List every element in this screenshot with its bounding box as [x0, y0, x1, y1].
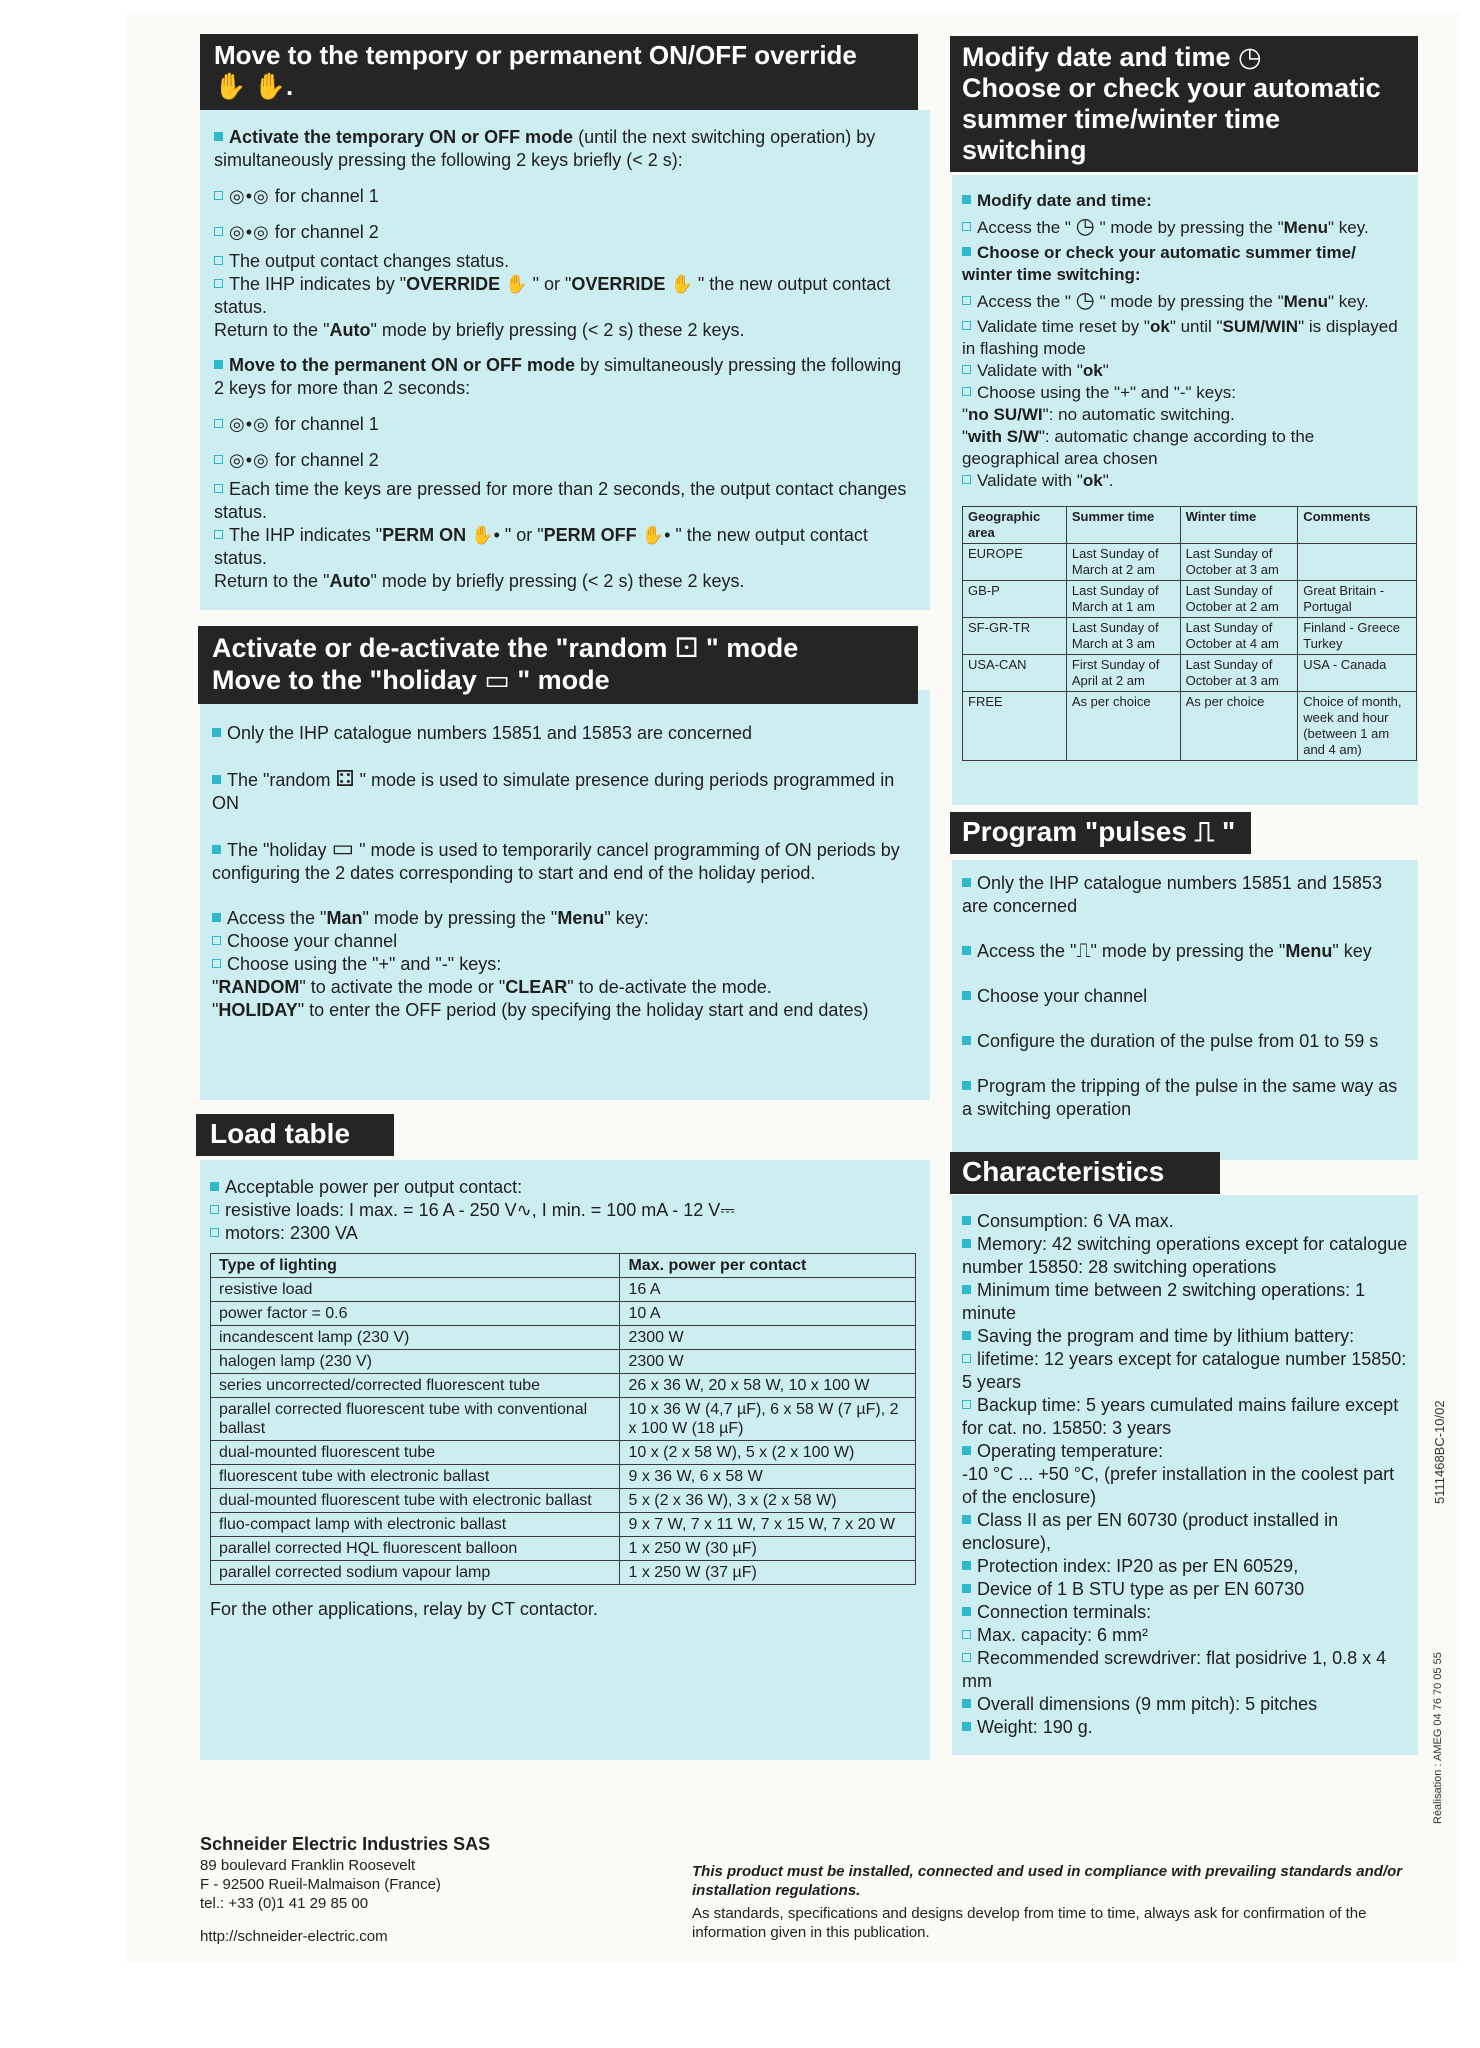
table-row: [963, 544, 1417, 581]
ok-word: ok: [1082, 471, 1103, 490]
perm-channel-2: for channel 2: [269, 450, 379, 470]
sub-bullet-icon: [214, 484, 223, 493]
table-cell: 9 x 7 W, 7 x 11 W, 7 x 15 W, 7 x 20 W: [620, 1513, 916, 1537]
table-cell: fluorescent tube with electronic ballast: [211, 1465, 620, 1489]
bullet-icon: [962, 1081, 971, 1090]
table-cell: USA-CAN: [963, 655, 1067, 692]
sub-bullet-icon: [214, 530, 223, 539]
bullet-icon: [962, 195, 971, 204]
sub-bullet-icon: [210, 1228, 219, 1237]
random-choose-keys: Choose using the "+" and "-" keys:: [227, 954, 502, 974]
sub-bullet-icon: [962, 1630, 971, 1639]
perm-on-word: PERM ON: [382, 525, 467, 545]
choose-access-mid: " mode by pressing the ": [1094, 292, 1284, 311]
table-cell: [1298, 544, 1417, 581]
load-table: [210, 1253, 916, 1585]
validate-reset: Validate time reset by ": [977, 317, 1150, 336]
company-name: Schneider Electric Industries SAS: [200, 1834, 491, 1854]
sub-bullet-icon: [962, 222, 971, 231]
table-row: [211, 1326, 916, 1350]
char-dimensions: Overall dimensions (9 mm pitch): 5 pitches: [977, 1694, 1318, 1714]
char-protection: Protection index: IP20 as per EN 60529,: [977, 1556, 1299, 1576]
bullet-icon: [212, 913, 221, 922]
sub-bullet-icon: [962, 387, 971, 396]
sub-bullet-icon: [962, 1354, 971, 1363]
datetime-header: [950, 36, 1418, 172]
bullet-icon: [962, 1722, 971, 1731]
menu-word: Menu: [1283, 218, 1329, 237]
validate-until: " until ": [1169, 317, 1223, 336]
perm-indicates: The IHP indicates ": [229, 525, 383, 545]
sub-bullet-icon: [214, 279, 223, 288]
table-row: [211, 1489, 916, 1513]
char-screwdriver: Recommended screwdriver: flat posidrive 1, 0.8 x 4 mm: [962, 1648, 1387, 1691]
load-other: For the other applications, relay by CT contactor.: [210, 1599, 598, 1619]
holiday-title: Move to the "holiday ▭ " mode: [212, 665, 610, 695]
menu-word: Menu: [557, 908, 605, 928]
table-row: [211, 1350, 916, 1374]
table-cell: First Sunday of April at 2 am: [1066, 655, 1180, 692]
withsw-desc: ": automatic change according to the geographical area chosen: [962, 427, 1315, 468]
bullet-icon: [962, 1036, 971, 1045]
random-title: Activate or de-activate the "random ⚀ " mode: [212, 633, 799, 663]
sub-bullet-icon: [962, 1400, 971, 1409]
holiday-desc: The "holiday: [227, 840, 332, 860]
pulses-access-mid: " mode by pressing the ": [1090, 941, 1286, 961]
pulses-only: Only the IHP catalogue numbers 15851 and 15853 are concerned: [962, 873, 1382, 916]
table-row: [211, 1374, 916, 1398]
zone-col-winter: Winter time: [1180, 507, 1298, 544]
pulses-channel: Choose your channel: [977, 986, 1148, 1006]
override-word: OVERRIDE: [406, 274, 501, 294]
table-cell: 2300 W: [620, 1350, 916, 1374]
char-saving: Saving the program and time by lithium battery:: [977, 1326, 1355, 1346]
modify-head: Modify date and time:: [977, 191, 1152, 210]
bullet-icon: [962, 1239, 971, 1248]
datetime-title-1: Modify date and time ◷: [962, 42, 1262, 72]
table-row: [963, 692, 1417, 761]
hand-icon: ✋•: [636, 525, 671, 545]
zone-col-summer: Summer time: [1066, 507, 1180, 544]
table-cell: power factor = 0.6: [211, 1302, 620, 1326]
bullet-icon: [962, 1584, 971, 1593]
table-row: [211, 1398, 916, 1441]
table-cell: USA - Canada: [1298, 655, 1417, 692]
load-acceptable: Acceptable power per output contact:: [225, 1177, 523, 1197]
validate-with: Validate with ": [977, 361, 1083, 380]
bullet-icon: [962, 1331, 971, 1340]
sub-bullet-icon: [962, 296, 971, 305]
clear-word: CLEAR: [505, 977, 568, 997]
temp-lead-bold: Activate the temporary ON or OFF mode: [229, 127, 574, 147]
char-op-temp-value: -10 °C ... +50 °C, (prefer installation in the coolest part of the enclosure): [962, 1464, 1395, 1507]
bullet-icon: [212, 845, 221, 854]
char-max-capacity: Max. capacity: 6 mm²: [977, 1625, 1149, 1645]
validate-with-end: ": [1102, 361, 1109, 380]
timezone-table: [962, 506, 1417, 761]
website-link[interactable]: http://schneider-electric.com: [200, 1928, 388, 1945]
random-desc-end: " mode is used to simulate presence during periods programmed in ON: [212, 770, 895, 813]
table-cell: 5 x (2 x 36 W), 3 x (2 x 58 W): [620, 1489, 916, 1513]
table-cell: FREE: [963, 692, 1067, 761]
temp-lead: (until the next switching operation) by simultaneously pressing the following 2 keys briefly (< 2 s):: [214, 127, 876, 170]
table-cell: incandescent lamp (230 V): [211, 1326, 620, 1350]
standards-note: As standards, specifications and designs develop from time to time, always ask for confirmation of the information given in this publication.: [692, 1905, 1367, 1941]
clock-icon: ◷: [1075, 287, 1095, 312]
sub-bullet-icon: [962, 321, 971, 330]
char-lifetime: lifetime: 12 years except for catalogue number 15850: 5 years: [962, 1349, 1407, 1392]
modify-access: Access the ": [977, 218, 1076, 237]
bullet-icon: [962, 1216, 971, 1225]
key-pair-icon: ◎•◎: [229, 414, 270, 434]
characteristics-section: [950, 1152, 1418, 1739]
table-row: [211, 1441, 916, 1465]
random-access: Access the ": [227, 908, 327, 928]
random-only: Only the IHP catalogue numbers 15851 and 15853 are concerned: [227, 723, 753, 743]
load-resistive: resistive loads: I max. = 16 A - 250 V∿, I min. = 100 mA - 12 V⎓: [225, 1200, 735, 1220]
char-consumption: Consumption: 6 VA max.: [977, 1211, 1174, 1231]
nosuwi-word: no SU/WI: [968, 405, 1043, 424]
table-cell: 2300 W: [620, 1326, 916, 1350]
datetime-section: Modify date and time ◷ Choose or check your automatic summer time/winter time switching Modify date and time: Access the " ◷ " mode by pressing the "Menu" key. Choose or check your automatic summer time/ winter time switching: Access the " ◷ " mode by pressing the "Menu" key. Validate time reset by "ok" until "SUM/WIN" is displayed in flashing mode Validate with "ok" Choose using the "+" and "-" keys: "no SU/WI": no automatic switching. "with S/W": automatic change according to the geographical area chosen Validate with "ok". Geographic area Summer time Winter time Comments EUROPE Last Sunday of March at 2 am Last Sunday of October at 3 am GB-P Last Sunday of March at 1 am Last Sunday of October at 2 am Great Britain - Portugal SF-GR-TR Last Sunday of March at 3 am Last Sunday of October at 4 am Finland - Greece Turkey USA-CAN First Sunday of April at 2 am Last Sunday of October at 3 am USA - Canada FREE As per choice As per choice Choice of month, week and hour (between 1 am and 4 am): [950, 36, 1418, 761]
dice-icon: ⚃: [335, 766, 355, 791]
table-cell: EUROPE: [963, 544, 1067, 581]
table-cell: resistive load: [211, 1278, 620, 1302]
validate-flashing: " is displayed in flashing mode: [962, 317, 1398, 358]
suitcase-icon: ▭: [331, 835, 355, 862]
menu-word: Menu: [1285, 941, 1333, 961]
address-line-2: F - 92500 Rueil-Malmaison (France): [200, 1876, 441, 1893]
holiday-word: HOLIDAY: [218, 1000, 298, 1020]
modify-access-mid: " mode by pressing the ": [1094, 218, 1284, 237]
compliance-note: This product must be installed, connected and used in compliance with prevailing standards and/or installation regulations.: [692, 1863, 1403, 1899]
load-title: Load table: [210, 1118, 351, 1149]
bullet-icon: [962, 1515, 971, 1524]
sub-bullet-icon: [214, 419, 223, 428]
load-col-type: Type of lighting: [211, 1254, 620, 1278]
clock-icon: ◷: [1075, 213, 1095, 238]
modify-access-end: " key.: [1328, 218, 1369, 237]
validate-final: Validate with ": [977, 471, 1083, 490]
table-row: [963, 618, 1417, 655]
table-cell: parallel corrected fluorescent tube with conventional ballast: [211, 1398, 620, 1441]
bullet-icon: [962, 991, 971, 1000]
bullet-icon: [962, 1607, 971, 1616]
perm-indicates-end: " the new output contact status.: [214, 525, 868, 568]
random-header: [198, 626, 918, 704]
auto-word: Auto: [329, 571, 371, 591]
table-cell: 1 x 250 W (30 µF): [620, 1537, 916, 1561]
temp-channel-2: for channel 2: [269, 222, 379, 242]
man-word: Man: [326, 908, 363, 928]
table-cell: fluo-compact lamp with electronic ballast: [211, 1513, 620, 1537]
bullet-icon: [214, 360, 223, 369]
sub-bullet-icon: [210, 1205, 219, 1214]
bullet-icon: [962, 1285, 971, 1294]
datetime-title-2: Choose or check your automatic: [962, 73, 1381, 103]
pulses-section: [950, 812, 1418, 1121]
hand-icon: ✋: [500, 274, 528, 294]
load-header: [196, 1114, 394, 1156]
random-word: RANDOM: [218, 977, 300, 997]
bullet-icon: [962, 1446, 971, 1455]
sub-bullet-icon: [962, 365, 971, 374]
table-cell: Last Sunday of March at 3 am: [1066, 618, 1180, 655]
table-cell: 16 A: [620, 1278, 916, 1302]
pulses-duration: Configure the duration of the pulse from 01 to 59 s: [977, 1031, 1379, 1051]
table-row: [211, 1302, 916, 1326]
char-memory: Memory: 42 switching operations except for catalogue number 15850: 28 switching operations: [962, 1234, 1408, 1277]
perm-return: Return to the ": [214, 571, 330, 591]
key-pair-icon: ◎•◎: [229, 450, 270, 470]
table-row: [963, 581, 1417, 618]
choose-head: Choose or check your automatic summer time/ winter time switching:: [962, 243, 1356, 284]
perm-indicates-or: " or ": [499, 525, 544, 545]
hand-icons: ✋ ✋.: [214, 71, 294, 101]
table-row: [963, 655, 1417, 692]
override-word: OVERRIDE: [571, 274, 666, 294]
table-row: [211, 1513, 916, 1537]
menu-word: Menu: [1283, 292, 1329, 311]
holiday-line-end: " to enter the OFF period (by specifying the holiday start and end dates): [297, 1000, 869, 1020]
sumwin-word: SUM/WIN: [1222, 317, 1299, 336]
bullet-icon: [212, 775, 221, 784]
char-class2: Class II as per EN 60730 (product installed in enclosure),: [962, 1510, 1339, 1553]
pulses-access: Access the ": [977, 941, 1077, 961]
key-pair-icon: ◎•◎: [229, 222, 270, 242]
temp-return: Return to the ": [214, 320, 330, 340]
bullet-icon: [962, 247, 971, 256]
choose-access: Access the ": [977, 292, 1076, 311]
char-weight: Weight: 190 g.: [977, 1717, 1093, 1737]
bullet-icon: [962, 1561, 971, 1570]
char-device: Device of 1 B STU type as per EN 60730: [977, 1579, 1305, 1599]
override-section: [200, 34, 918, 593]
override-title: Move to the tempory or permanent ON/OFF override: [214, 40, 857, 70]
validate-final-end: ".: [1102, 471, 1114, 490]
table-cell: Last Sunday of October at 3 am: [1180, 544, 1298, 581]
bullet-icon: [214, 132, 223, 141]
bullet-icon: [210, 1182, 219, 1191]
pulses-tripping: Program the tripping of the pulse in the same way as a switching operation: [962, 1076, 1398, 1119]
table-cell: Last Sunday of October at 2 am: [1180, 581, 1298, 618]
withsw-word: with S/W: [968, 427, 1039, 446]
random-line-mid: " to activate the mode or ": [299, 977, 506, 997]
datetime-title-4: switching: [962, 135, 1087, 165]
hand-icon: ✋: [665, 274, 693, 294]
auto-word: Auto: [329, 320, 371, 340]
characteristics-title: Characteristics: [962, 1156, 1165, 1187]
hand-icon: ✋•: [466, 525, 500, 545]
holiday-desc-end: " mode is used to temporarily cancel programming of ON periods by configuring the 2 dates corresponding to start and end of the holiday period.: [212, 840, 900, 883]
zone-col-comments: Comments: [1298, 507, 1417, 544]
char-terminals: Connection terminals:: [977, 1602, 1152, 1622]
document-code: 5111468BC-10/02: [1432, 1400, 1447, 1504]
bullet-icon: [962, 878, 971, 887]
table-cell: GB-P: [963, 581, 1067, 618]
bullet-icon: [962, 946, 971, 955]
key-pair-icon: ◎•◎: [229, 186, 270, 206]
override-header: [200, 34, 918, 110]
load-col-power: Max. power per contact: [620, 1254, 916, 1278]
perm-channel-1: for channel 1: [269, 414, 379, 434]
pulses-header: [950, 812, 1251, 854]
sub-bullet-icon: [214, 191, 223, 200]
temp-indicates: The IHP indicates by ": [229, 274, 407, 294]
table-cell: parallel corrected HQL fluorescent balloon: [211, 1537, 620, 1561]
table-cell: Finland - Greece Turkey: [1298, 618, 1417, 655]
bullet-icon: [212, 728, 221, 737]
pulses-access-end: " key: [1332, 941, 1372, 961]
table-cell: SF-GR-TR: [963, 618, 1067, 655]
pulse-icon: ⎍: [1076, 940, 1091, 962]
temp-status: The output contact changes status.: [229, 251, 510, 271]
table-cell: 9 x 36 W, 6 x 58 W: [620, 1465, 916, 1489]
load-motors: motors: 2300 VA: [225, 1223, 358, 1243]
address-line-1: 89 boulevard Franklin Roosevelt: [200, 1857, 416, 1874]
sub-bullet-icon: [962, 475, 971, 484]
sub-bullet-icon: [962, 1653, 971, 1662]
random-choose-channel: Choose your channel: [227, 931, 398, 951]
sub-bullet-icon: [212, 936, 221, 945]
company-block: [200, 1832, 620, 1946]
sub-bullet-icon: [214, 227, 223, 236]
perm-return-end: " mode by briefly pressing (< 2 s) these 2 keys.: [370, 571, 745, 591]
table-cell: halogen lamp (230 V): [211, 1350, 620, 1374]
temp-return-end: " mode by briefly pressing (< 2 s) these 2 keys.: [370, 320, 745, 340]
table-cell: Choice of month, week and hour (between 1 am and 4 am): [1298, 692, 1417, 761]
perm-lead-bold: Move to the permanent ON or OFF mode: [229, 355, 576, 375]
table-row: [211, 1561, 916, 1585]
random-section: Activate or de-activate the "random ⚀ " mode Move to the "holiday ▭ " mode Only the IHP catalogue numbers 15851 and 15853 are concerned The "random ⚃ " mode is used to simulate presence during periods programmed in ON The "holiday ▭ " mode is used to temporarily cancel programming of ON periods by configuring the 2 dates corresponding to start and end of the holiday period. Access the "Man" mode by pressing the "Menu" key: Choose your channel Choose using the "+" and "-" keys: "RANDOM" to activate the mode or "CLEAR" to de-activate the mode. "HOLIDAY" to enter the OFF period (by specifying the holiday start and end dates): [198, 626, 918, 1022]
choose-plus-minus: Choose using the "+" and "-" keys:: [977, 383, 1236, 402]
table-cell: 10 x 36 W (4,7 µF), 6 x 58 W (7 µF), 2 x 100 W (18 µF): [620, 1398, 916, 1441]
random-desc: The "random: [227, 770, 336, 790]
table-cell: Last Sunday of March at 1 am: [1066, 581, 1180, 618]
table-cell: Last Sunday of October at 4 am: [1180, 618, 1298, 655]
bullet-icon: [962, 1699, 971, 1708]
table-cell: Great Britain - Portugal: [1298, 581, 1417, 618]
random-access-mid: " mode by pressing the ": [362, 908, 558, 928]
sub-bullet-icon: [214, 455, 223, 464]
characteristics-header: [950, 1152, 1220, 1194]
load-section: [196, 1114, 918, 1620]
sub-bullet-icon: [212, 959, 221, 968]
zone-col-area: Geographic area: [963, 507, 1067, 544]
random-line-end: " to de-activate the mode.: [567, 977, 772, 997]
perm-each: Each time the keys are pressed for more than 2 seconds, the output contact changes status.: [214, 479, 907, 522]
choose-access-end: " key.: [1328, 292, 1369, 311]
table-cell: Last Sunday of March at 2 am: [1066, 544, 1180, 581]
perm-off-word: PERM OFF: [543, 525, 637, 545]
table-cell: 10 A: [620, 1302, 916, 1326]
table-cell: 26 x 36 W, 20 x 58 W, 10 x 100 W: [620, 1374, 916, 1398]
char-backup: Backup time: 5 years cumulated mains failure except for cat. no. 15850: 3 years: [962, 1395, 1399, 1438]
random-access-end: " key:: [604, 908, 649, 928]
timezone-header-row: [963, 507, 1417, 544]
disclaimer-block: [692, 1862, 1412, 1942]
pulses-title: Program "pulses ⎍ ": [962, 816, 1236, 847]
table-cell: series uncorrected/corrected fluorescent tube: [211, 1374, 620, 1398]
table-cell: dual-mounted fluorescent tube: [211, 1441, 620, 1465]
ok-word: ok: [1149, 317, 1170, 336]
table-cell: parallel corrected sodium vapour lamp: [211, 1561, 620, 1585]
temp-indicates-or: " or ": [527, 274, 572, 294]
table-cell: dual-mounted fluorescent tube with electronic ballast: [211, 1489, 620, 1513]
table-row: [211, 1465, 916, 1489]
sub-bullet-icon: [214, 256, 223, 265]
nosuwi-desc: ": no automatic switching.: [1042, 405, 1235, 424]
table-cell: Last Sunday of October at 3 am: [1180, 655, 1298, 692]
perm-lead: by simultaneously pressing the following 2 keys for more than 2 seconds:: [214, 355, 902, 398]
table-cell: 10 x (2 x 58 W), 5 x (2 x 100 W): [620, 1441, 916, 1465]
datetime-title-3: summer time/winter time: [962, 104, 1281, 134]
char-min-time: Minimum time between 2 switching operations: 1 minute: [962, 1280, 1366, 1323]
table-row: [211, 1537, 916, 1561]
realisation-credit: Réalisation : AMEG 04 76 70 05 55: [1432, 1652, 1444, 1824]
temp-channel-1: for channel 1: [269, 186, 379, 206]
char-op-temp: Operating temperature:: [977, 1441, 1164, 1461]
telephone: tel.: +33 (0)1 41 29 85 00: [200, 1895, 369, 1912]
table-cell: 1 x 250 W (37 µF): [620, 1561, 916, 1585]
table-cell: As per choice: [1180, 692, 1298, 761]
table-row: [211, 1278, 916, 1302]
temp-indicates-end: " the new output contact status.: [214, 274, 891, 317]
ok-word: ok: [1082, 361, 1103, 380]
table-cell: As per choice: [1066, 692, 1180, 761]
load-table-header: [211, 1254, 916, 1278]
